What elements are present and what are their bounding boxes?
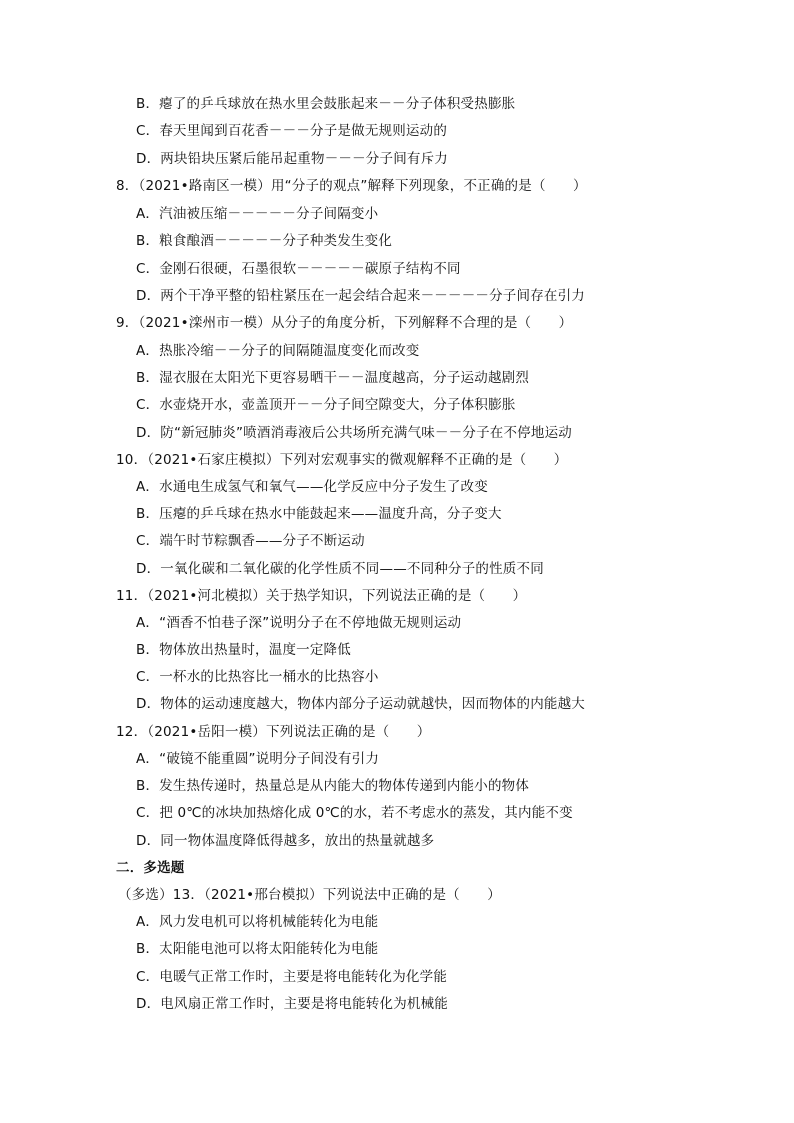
q8-stem: 8．（2021•路南区一模）用“分子的观点”解释下列现象，不正确的是（ ） — [116, 178, 587, 194]
section-title-multiple-choice: 二．多选题 — [116, 860, 185, 876]
q10-stem: 10．（2021•石家庄模拟）下列对宏观事实的微观解释不正确的是（ ） — [116, 452, 568, 468]
q12-option-b: B．发生热传递时，热量总是从内能大的物体传递到内能小的物体 — [136, 778, 530, 794]
q10-option-c: C．端午时节粽飘香——分子不断运动 — [136, 533, 365, 549]
q13-option-b: B．太阳能电池可以将太阳能转化为电能 — [136, 941, 379, 957]
q9-option-c: C．水壶烧开水，壶盖顶开－－分子间空隙变大，分子体积膨胀 — [136, 397, 516, 413]
q7-option-c: C．春天里闻到百花香－－－分子是做无规则运动的 — [136, 123, 448, 139]
q11-option-c: C．一杯水的比热容比一桶水的比热容小 — [136, 669, 379, 685]
q8-option-b: B．粮食酿酒－－－－－分子种类发生变化 — [136, 233, 393, 249]
q12-option-c: C．把 0℃的冰块加热熔化成 0℃的水，若不考虑水的蒸发，其内能不变 — [136, 805, 573, 821]
q12-stem: 12．（2021•岳阳一模）下列说法正确的是（ ） — [116, 724, 431, 740]
q8-option-d: D．两个干净平整的铅柱紧压在一起会结合起来－－－－－分子间存在引力 — [136, 288, 585, 304]
q13-stem: （多选）13．（2021•邢台模拟）下列说法中正确的是（ ） — [118, 887, 501, 903]
q8-option-c: C．金刚石很硬，石墨很软－－－－－碳原子结构不同 — [136, 261, 461, 277]
q11-stem: 11．（2021•河北模拟）关于热学知识，下列说法正确的是（ ） — [116, 588, 527, 604]
q7-option-b: B．瘪了的乒乓球放在热水里会鼓胀起来－－分子体积受热膨胀 — [136, 96, 516, 112]
q9-stem: 9．（2021•滦州市一模）从分子的角度分析，下列解释不合理的是（ ） — [116, 315, 573, 331]
q11-option-d: D．物体的运动速度越大，物体内部分子运动就越快，因而物体的内能越大 — [136, 696, 585, 712]
q10-option-a: A．水通电生成氢气和氧气——化学反应中分子发生了改变 — [136, 479, 488, 495]
q12-option-a: A．“破镜不能重圆”说明分子间没有引力 — [136, 751, 380, 767]
q11-option-a: A．“酒香不怕巷子深”说明分子在不停地做无规则运动 — [136, 615, 462, 631]
q9-option-a: A．热胀冷缩－－分子的间隔随温度变化而改变 — [136, 343, 420, 359]
q12-option-d: D．同一物体温度降低得越多，放出的热量就越多 — [136, 833, 435, 849]
q7-option-d: D．两块铅块压紧后能吊起重物－－－分子间有斥力 — [136, 151, 448, 167]
q13-option-c: C．电暖气正常工作时，主要是将电能转化为化学能 — [136, 969, 448, 985]
q13-option-d: D．电风扇正常工作时，主要是将电能转化为机械能 — [136, 996, 448, 1012]
q10-option-b: B．压瘪的乒乓球在热水中能鼓起来——温度升高，分子变大 — [136, 506, 502, 522]
q8-option-a: A．汽油被压缩－－－－－分子间隔变小 — [136, 206, 379, 222]
q9-option-d: D．防“新冠肺炎”喷酒消毒液后公共场所充满气味－－分子在不停地运动 — [136, 425, 572, 441]
q10-option-d: D．一氧化碳和二氧化碳的化学性质不同——不同种分子的性质不同 — [136, 561, 544, 577]
q11-option-b: B．物体放出热量时，温度一定降低 — [136, 642, 351, 658]
q13-option-a: A．风力发电机可以将机械能转化为电能 — [136, 914, 379, 930]
q9-option-b: B．湿衣服在太阳光下更容易晒干－－温度越高，分子运动越剧烈 — [136, 370, 530, 386]
